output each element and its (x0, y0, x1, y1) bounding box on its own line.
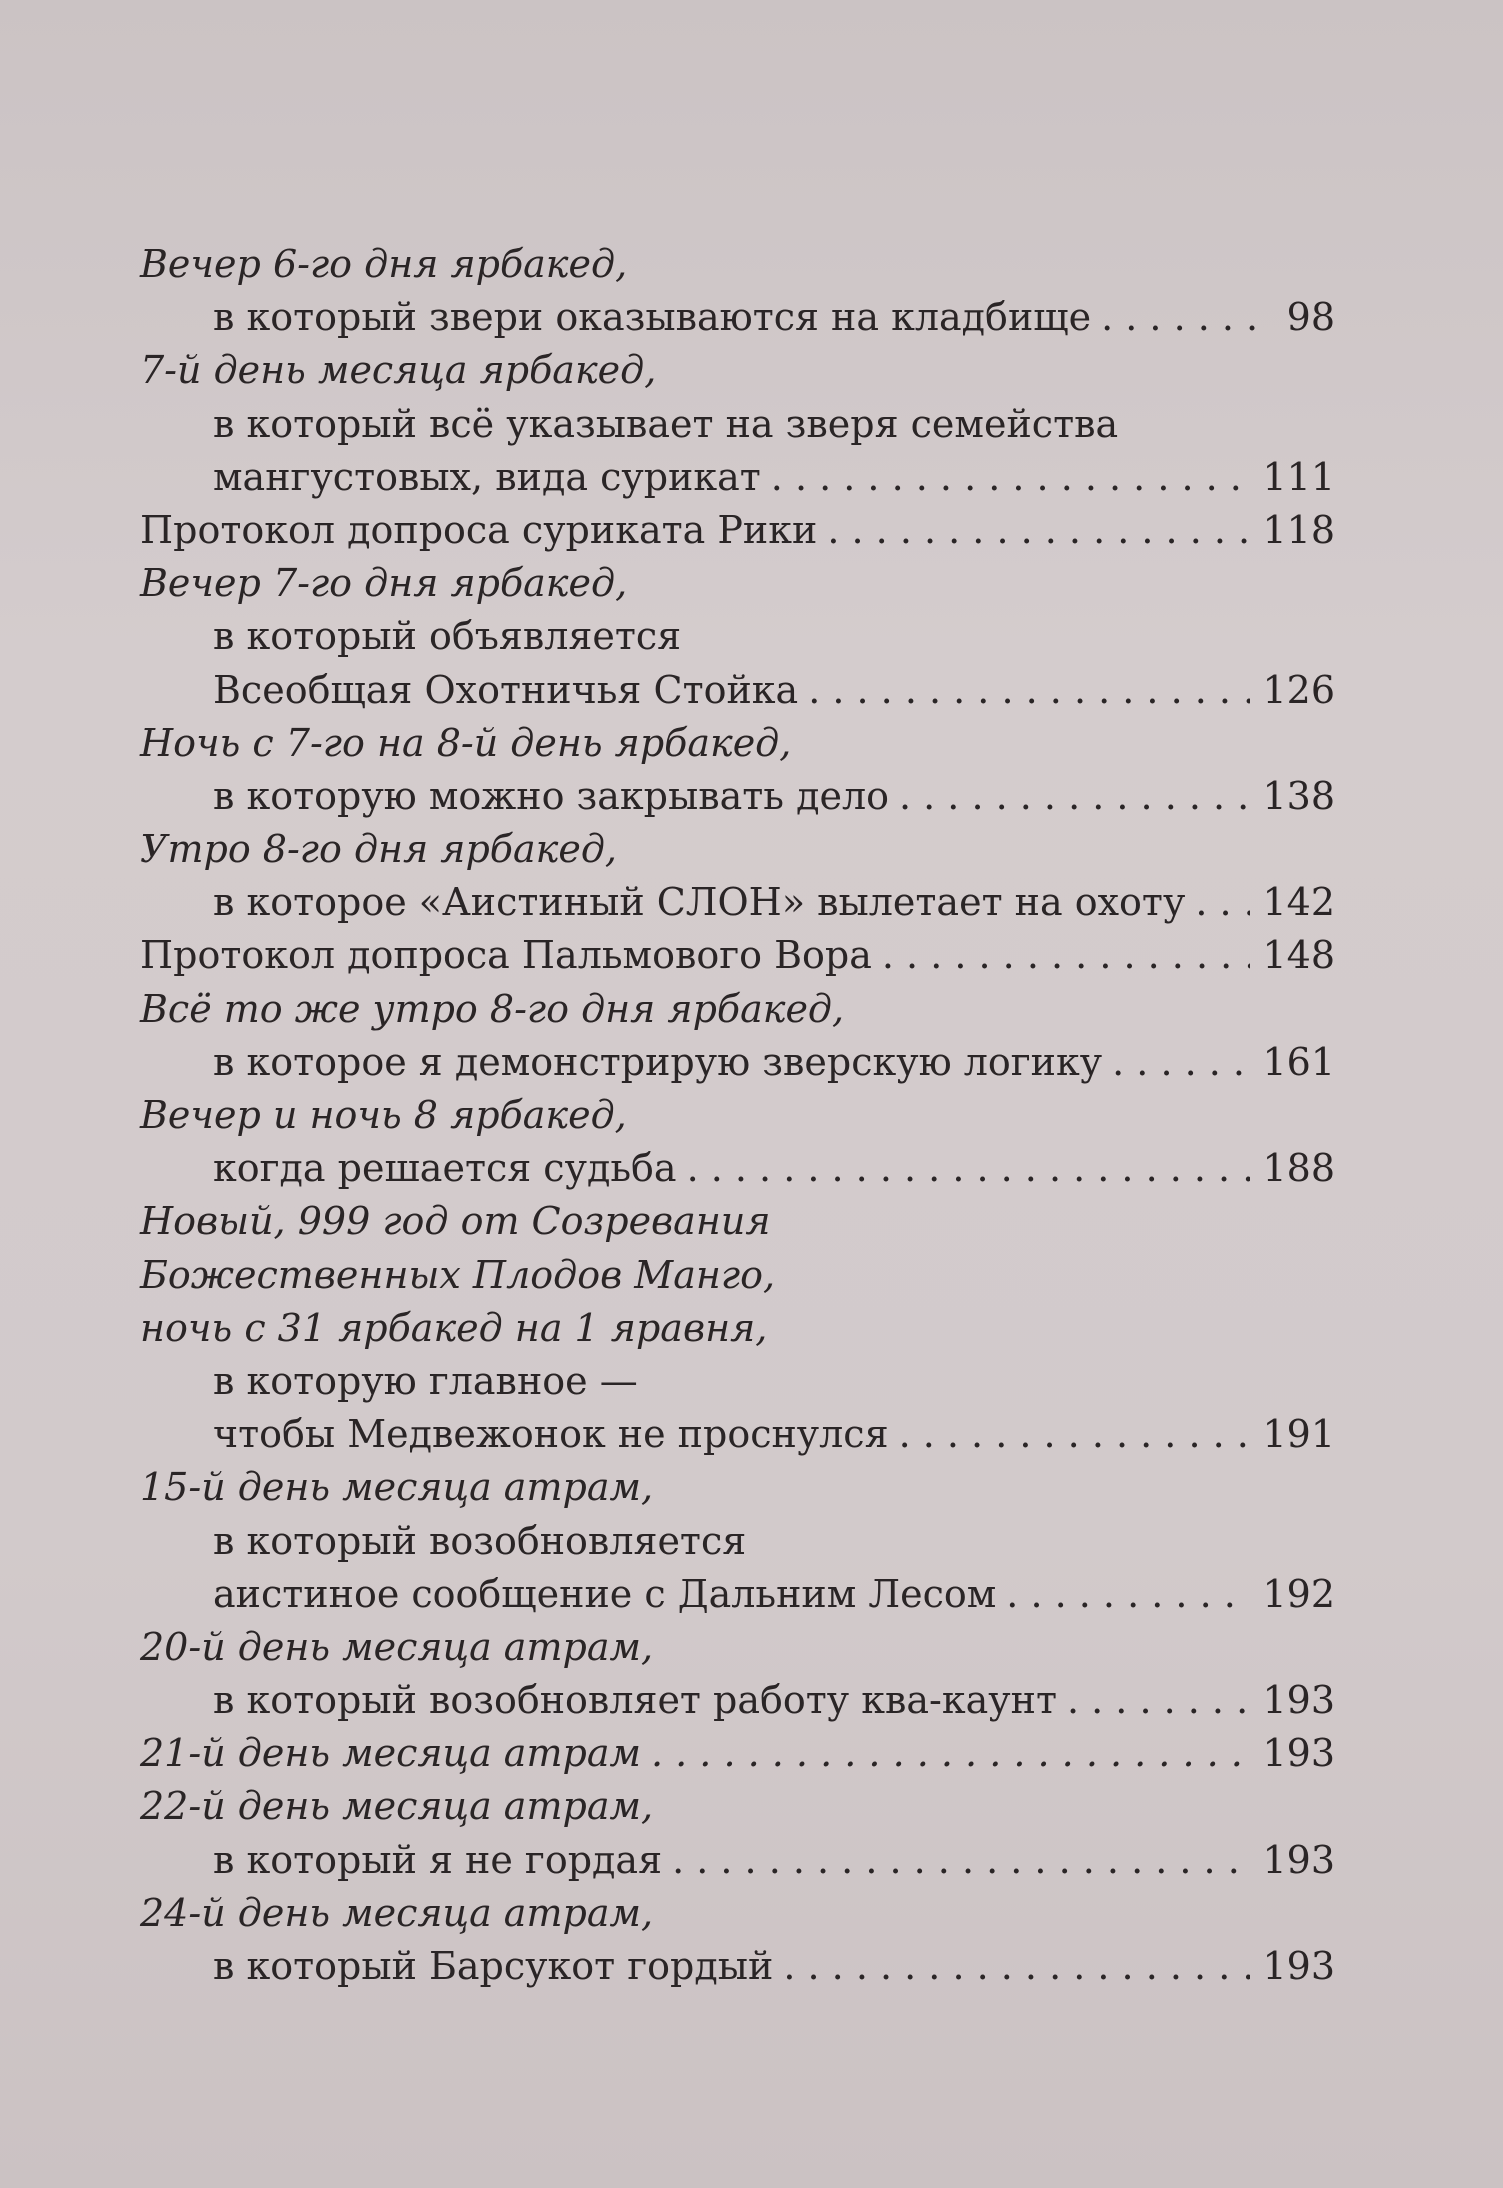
dot-leader (1195, 876, 1250, 929)
toc-entry (140, 1780, 1335, 1886)
toc-entry (140, 1089, 1335, 1195)
toc-line-text: Протокол допроса суриката Рики (140, 507, 818, 552)
toc-page-number: 188 (1262, 1146, 1335, 1191)
toc-chapter-heading-line (140, 344, 1335, 397)
toc-chapter-subtitle-line (140, 1568, 1335, 1621)
toc-line-text: чтобы Медвежонок не проснулся (213, 1412, 889, 1457)
toc-chapter-heading-line (140, 1302, 1335, 1355)
toc-chapter-subtitle-line (140, 610, 1335, 663)
dot-leader (651, 1727, 1250, 1780)
toc-line-text: 24-й день месяца атрам, (140, 1890, 654, 1935)
toc-page-number: 191 (1262, 1412, 1335, 1457)
toc-chapter-subtitle-line (140, 1515, 1335, 1568)
toc-page-number: 192 (1262, 1571, 1335, 1616)
toc-line-text: в который я не гордая (213, 1837, 663, 1882)
toc-page-number: 193 (1262, 1678, 1335, 1723)
toc-entry (140, 238, 1335, 344)
dot-leader (687, 1142, 1251, 1195)
toc-line-text: ночь с 31 ярбакед на 1 яравня, (140, 1305, 768, 1350)
toc-chapter-heading-line (140, 1461, 1335, 1514)
dot-leader (899, 1408, 1251, 1461)
toc-line-text: 20-й день месяца атрам, (140, 1624, 654, 1669)
toc-entry (140, 717, 1335, 823)
toc-chapter-heading-line (140, 238, 1335, 291)
toc-line-text: в который звери оказываются на кладбище (213, 295, 1092, 340)
toc-entry (140, 344, 1335, 504)
toc-chapter-heading-line (140, 1621, 1335, 1674)
toc-line-text: в который возобновляет работу ква-каунт (213, 1678, 1057, 1723)
dot-leader (1112, 1036, 1250, 1089)
toc-chapter-heading-line (140, 1727, 1335, 1780)
dot-leader (1101, 291, 1263, 344)
toc-chapter-subtitle-line (140, 1036, 1335, 1089)
toc-line-text: Новый, 999 год от Созревания (140, 1199, 771, 1244)
toc-chapter-heading-line (140, 1089, 1335, 1142)
toc-line-text: в который Барсукот гордый (213, 1944, 774, 1988)
toc-line-text: Божественных Плодов Манго, (140, 1252, 776, 1297)
toc-entry (140, 1461, 1335, 1621)
toc-line-text: Вечер 6-го дня ярбакед, (140, 242, 628, 286)
toc-page-number: 193 (1262, 1731, 1335, 1776)
toc-page-number: 142 (1262, 880, 1335, 925)
toc-page-number: 193 (1262, 1944, 1335, 1988)
toc-entry (140, 557, 1335, 717)
toc-chapter-subtitle-line (140, 1834, 1335, 1887)
toc-page-number: 126 (1262, 667, 1335, 712)
toc-chapter-heading-line (140, 557, 1335, 610)
toc-chapter-subtitle-line (140, 291, 1335, 344)
toc-page-number: 138 (1262, 773, 1335, 818)
toc-chapter-subtitle-line (140, 451, 1335, 504)
dot-leader (827, 504, 1250, 557)
toc-chapter-subtitle-line (140, 664, 1335, 717)
toc-line-text: Утро 8-го дня ярбакед, (140, 827, 617, 872)
toc-line-text: в которое «Аистиный СЛОН» вылетает на охоту (213, 880, 1186, 925)
toc-chapter-subtitle-line (140, 1142, 1335, 1195)
toc-line-text: 15-й день месяца атрам, (140, 1465, 654, 1510)
toc-page-number: 118 (1262, 507, 1335, 552)
toc-chapter-heading-line (140, 983, 1335, 1036)
toc-chapter-subtitle-line (140, 1940, 1335, 1993)
dot-leader (1067, 1674, 1250, 1727)
toc-line-text: в который возобновляется (213, 1518, 747, 1563)
toc-line-text: в который всё указывает на зверя семейства (213, 401, 1119, 446)
toc-page-number: 148 (1262, 933, 1335, 978)
dot-leader (808, 664, 1250, 717)
dot-leader (1006, 1568, 1250, 1621)
toc-chapter-heading-line (140, 1780, 1335, 1833)
toc-line-text: Протокол допроса Пальмового Вора (140, 933, 872, 978)
dot-leader (672, 1834, 1250, 1887)
dot-leader (771, 451, 1251, 504)
toc-chapter-heading-line (140, 823, 1335, 876)
dot-leader (882, 929, 1251, 982)
toc-page-number: 193 (1262, 1837, 1335, 1882)
toc-page-number: 98 (1286, 295, 1335, 340)
toc-chapter-heading-line (140, 1887, 1335, 1940)
toc-chapter-subtitle-line (140, 876, 1335, 929)
toc-line-text: Ночь с 7-го на 8-й день ярбакед, (140, 720, 792, 765)
toc-page-number: 161 (1262, 1039, 1335, 1084)
toc-entry (140, 1887, 1335, 1993)
toc-chapter-subtitle-line (140, 770, 1335, 823)
toc-chapter-subtitle-line (140, 504, 1335, 557)
toc-chapter-subtitle-line (140, 398, 1335, 451)
toc-entry (140, 1727, 1335, 1780)
toc-chapter-heading-line (140, 1195, 1335, 1248)
toc-chapter-heading-line (140, 1249, 1335, 1302)
toc-entry (140, 929, 1335, 982)
toc-line-text: аистиное сообщение с Дальним Лесом (213, 1571, 997, 1616)
toc-line-text: мангустовых, вида сурикат (213, 454, 761, 499)
table-of-contents (140, 238, 1335, 1993)
toc-chapter-subtitle-line (140, 929, 1335, 982)
toc-line-text: 22-й день месяца атрам, (140, 1784, 654, 1829)
toc-entry (140, 1621, 1335, 1727)
toc-line-text: Вечер 7-го дня ярбакед, (140, 561, 628, 606)
toc-line-text: в которую можно закрывать дело (213, 773, 889, 818)
toc-line-text: 7-й день месяца ярбакед, (140, 348, 657, 393)
toc-entry (140, 1195, 1335, 1461)
dot-leader (899, 770, 1251, 823)
toc-line-text: 21-й день месяца атрам (140, 1731, 641, 1776)
toc-line-text: Вечер и ночь 8 ярбакед, (140, 1093, 627, 1137)
toc-line-text: в который объявляется (213, 614, 682, 659)
toc-line-text: в которое я демонстрирую зверскую логику (213, 1039, 1103, 1084)
toc-line-text: когда решается судьба (213, 1146, 677, 1191)
toc-chapter-heading-line (140, 717, 1335, 770)
toc-entry (140, 823, 1335, 929)
toc-page-number: 111 (1262, 454, 1335, 499)
toc-chapter-subtitle-line (140, 1355, 1335, 1408)
toc-entry (140, 504, 1335, 557)
dot-leader (783, 1940, 1250, 1993)
toc-chapter-subtitle-line (140, 1408, 1335, 1461)
toc-chapter-subtitle-line (140, 1674, 1335, 1727)
toc-line-text: Всеобщая Охотничья Стойка (213, 667, 799, 712)
toc-line-text: Всё то же утро 8-го дня ярбакед, (140, 986, 845, 1031)
toc-line-text: в которую главное — (213, 1358, 638, 1403)
toc-entry (140, 983, 1335, 1089)
